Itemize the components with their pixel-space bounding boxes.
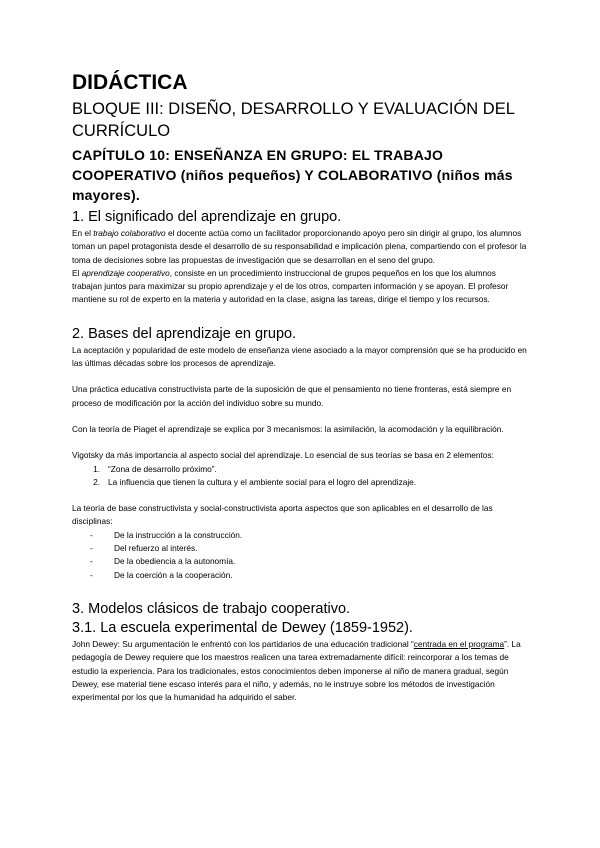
subsection-3-1-heading: 3.1. La escuela experimental de Dewey (1859-1952).: [72, 619, 413, 636]
text-run: el docente actúa como un facilitador proporcionando apoyo pero sin dirigir al grupo, los alumnos toman un papel protagonista desde el desarrollo de su responsabilidad e implicación plena, compartiendo con el profesor la toma de decisiones sobre las propuestas de investigación que se desarrollan en el seno del grupo.: [72, 228, 527, 265]
list-number: 1.: [93, 463, 100, 474]
dash-bullet: -: [90, 569, 93, 580]
text-run: En el: [72, 228, 94, 238]
section-2-paragraph-5: La teoría de base constructivista y social-constructivista aporta aspectos que son aplicables en el desarrollo de las disciplinas:: [72, 503, 493, 527]
underlined-text: centrada en el programa: [413, 638, 505, 649]
emphasis-text: trabajo colaborativo: [93, 228, 166, 238]
section-1-paragraph-2: [72, 267, 528, 307]
dash-bullet: -: [90, 556, 93, 567]
section-2-paragraph-3: Con la teoría de Piaget el aprendizaje se explica por 3 mecanismos: la asimilación, la acomodación y la equilibración.: [72, 423, 504, 434]
block-heading: BLOQUE III: DISEÑO, DESARROLLO Y EVALUACIÓN DEL CURRÍCULO: [72, 100, 515, 140]
list-item-text: La influencia que tienen la cultura y el ambiente social para el logro del aprendizaje.: [108, 476, 417, 487]
numbered-list: [72, 463, 528, 490]
section-2-paragraph-1: La aceptación y popularidad de este modelo de enseñanza viene asociado a la mayor comprensión que se ha producido en las últimas décadas sobre los procesos de aprendizaje.: [72, 344, 527, 369]
list-item: [72, 529, 528, 542]
list-item-text: De la obediencia a la autonomía.: [114, 556, 236, 567]
list-number: 2.: [93, 476, 100, 487]
dash-bullet: -: [90, 529, 93, 540]
list-item-text: De la coerción a la cooperación.: [114, 569, 233, 580]
section-3-heading: 3. Modelos clásicos de trabajo cooperativo.: [72, 600, 351, 617]
section-1: [72, 208, 528, 307]
section-2-heading: 2. Bases del aprendizaje en grupo.: [72, 325, 297, 342]
list-item: [72, 476, 528, 489]
list-item: [72, 569, 528, 582]
section-2-paragraph-2: Una práctica educativa constructivista parte de la suposición de que el pensamiento no tiene fronteras, está siempre en proceso de modificación por la acción del individuo sobre su mundo.: [72, 384, 512, 408]
list-item: [72, 463, 528, 476]
list-item-text: Del refuerzo al interés.: [114, 543, 198, 554]
text-run: ”. La pedagogía de Dewey requiere que los maestros realicen una tarea extremadamente difícil: reincorporar a los temas de estudio la experiencia. Para los tradicionales, estos conocimientos deben imponerse al niño de manera gradual, según Dewey, ese material tiene escaso interés para el niño, y además, no le instruye sobre los métodos de investigación experimental por los que la humanidad ha adquirido el saber.: [72, 638, 521, 703]
section-2: [72, 325, 528, 582]
list-item-text: De la instrucción a la construcción.: [114, 529, 243, 540]
chapter-heading: CAPÍTULO 10: ENSEÑANZA EN GRUPO: EL TRABAJO COOPERATIVO (niños pequeños) Y COLABORATIVO (niños más mayores).: [72, 147, 513, 203]
text-run: El: [72, 267, 82, 278]
section-3: [72, 600, 528, 704]
document-title: DIDÁCTICA: [72, 71, 188, 94]
dash-bullet: -: [90, 543, 93, 554]
list-item-text: “Zona de desarrollo próximo”.: [108, 463, 217, 474]
section-1-heading: 1. El significado del aprendizaje en grupo.: [72, 209, 342, 225]
list-item: [72, 555, 528, 568]
section-2-paragraph-4: Vigotsky da más importancia al aspecto social del aprendizaje. Lo esencial de sus teorías se basa en 2 elementos:: [72, 450, 494, 461]
section-3-paragraph-1: [72, 638, 528, 704]
text-run: , consiste en un procedimiento instruccional de grupos pequeños en los que los alumnos trabajan juntos para maximizar su propio aprendizaje y el de los otros, comparten información y se apoyan. El profesor mantiene su rol de experto en la materia y autoridad en la clase, asigna las tareas, dirige el tiempo y los recursos.: [72, 267, 509, 305]
list-item: [72, 542, 528, 555]
section-1-paragraph-1: [72, 227, 528, 267]
dash-list: [72, 529, 528, 582]
text-run: John Dewey: Su argumentación le enfrentó con los partidarios de una educación tradicional “: [72, 638, 414, 649]
emphasis-text: aprendizaje cooperativo: [81, 267, 170, 278]
